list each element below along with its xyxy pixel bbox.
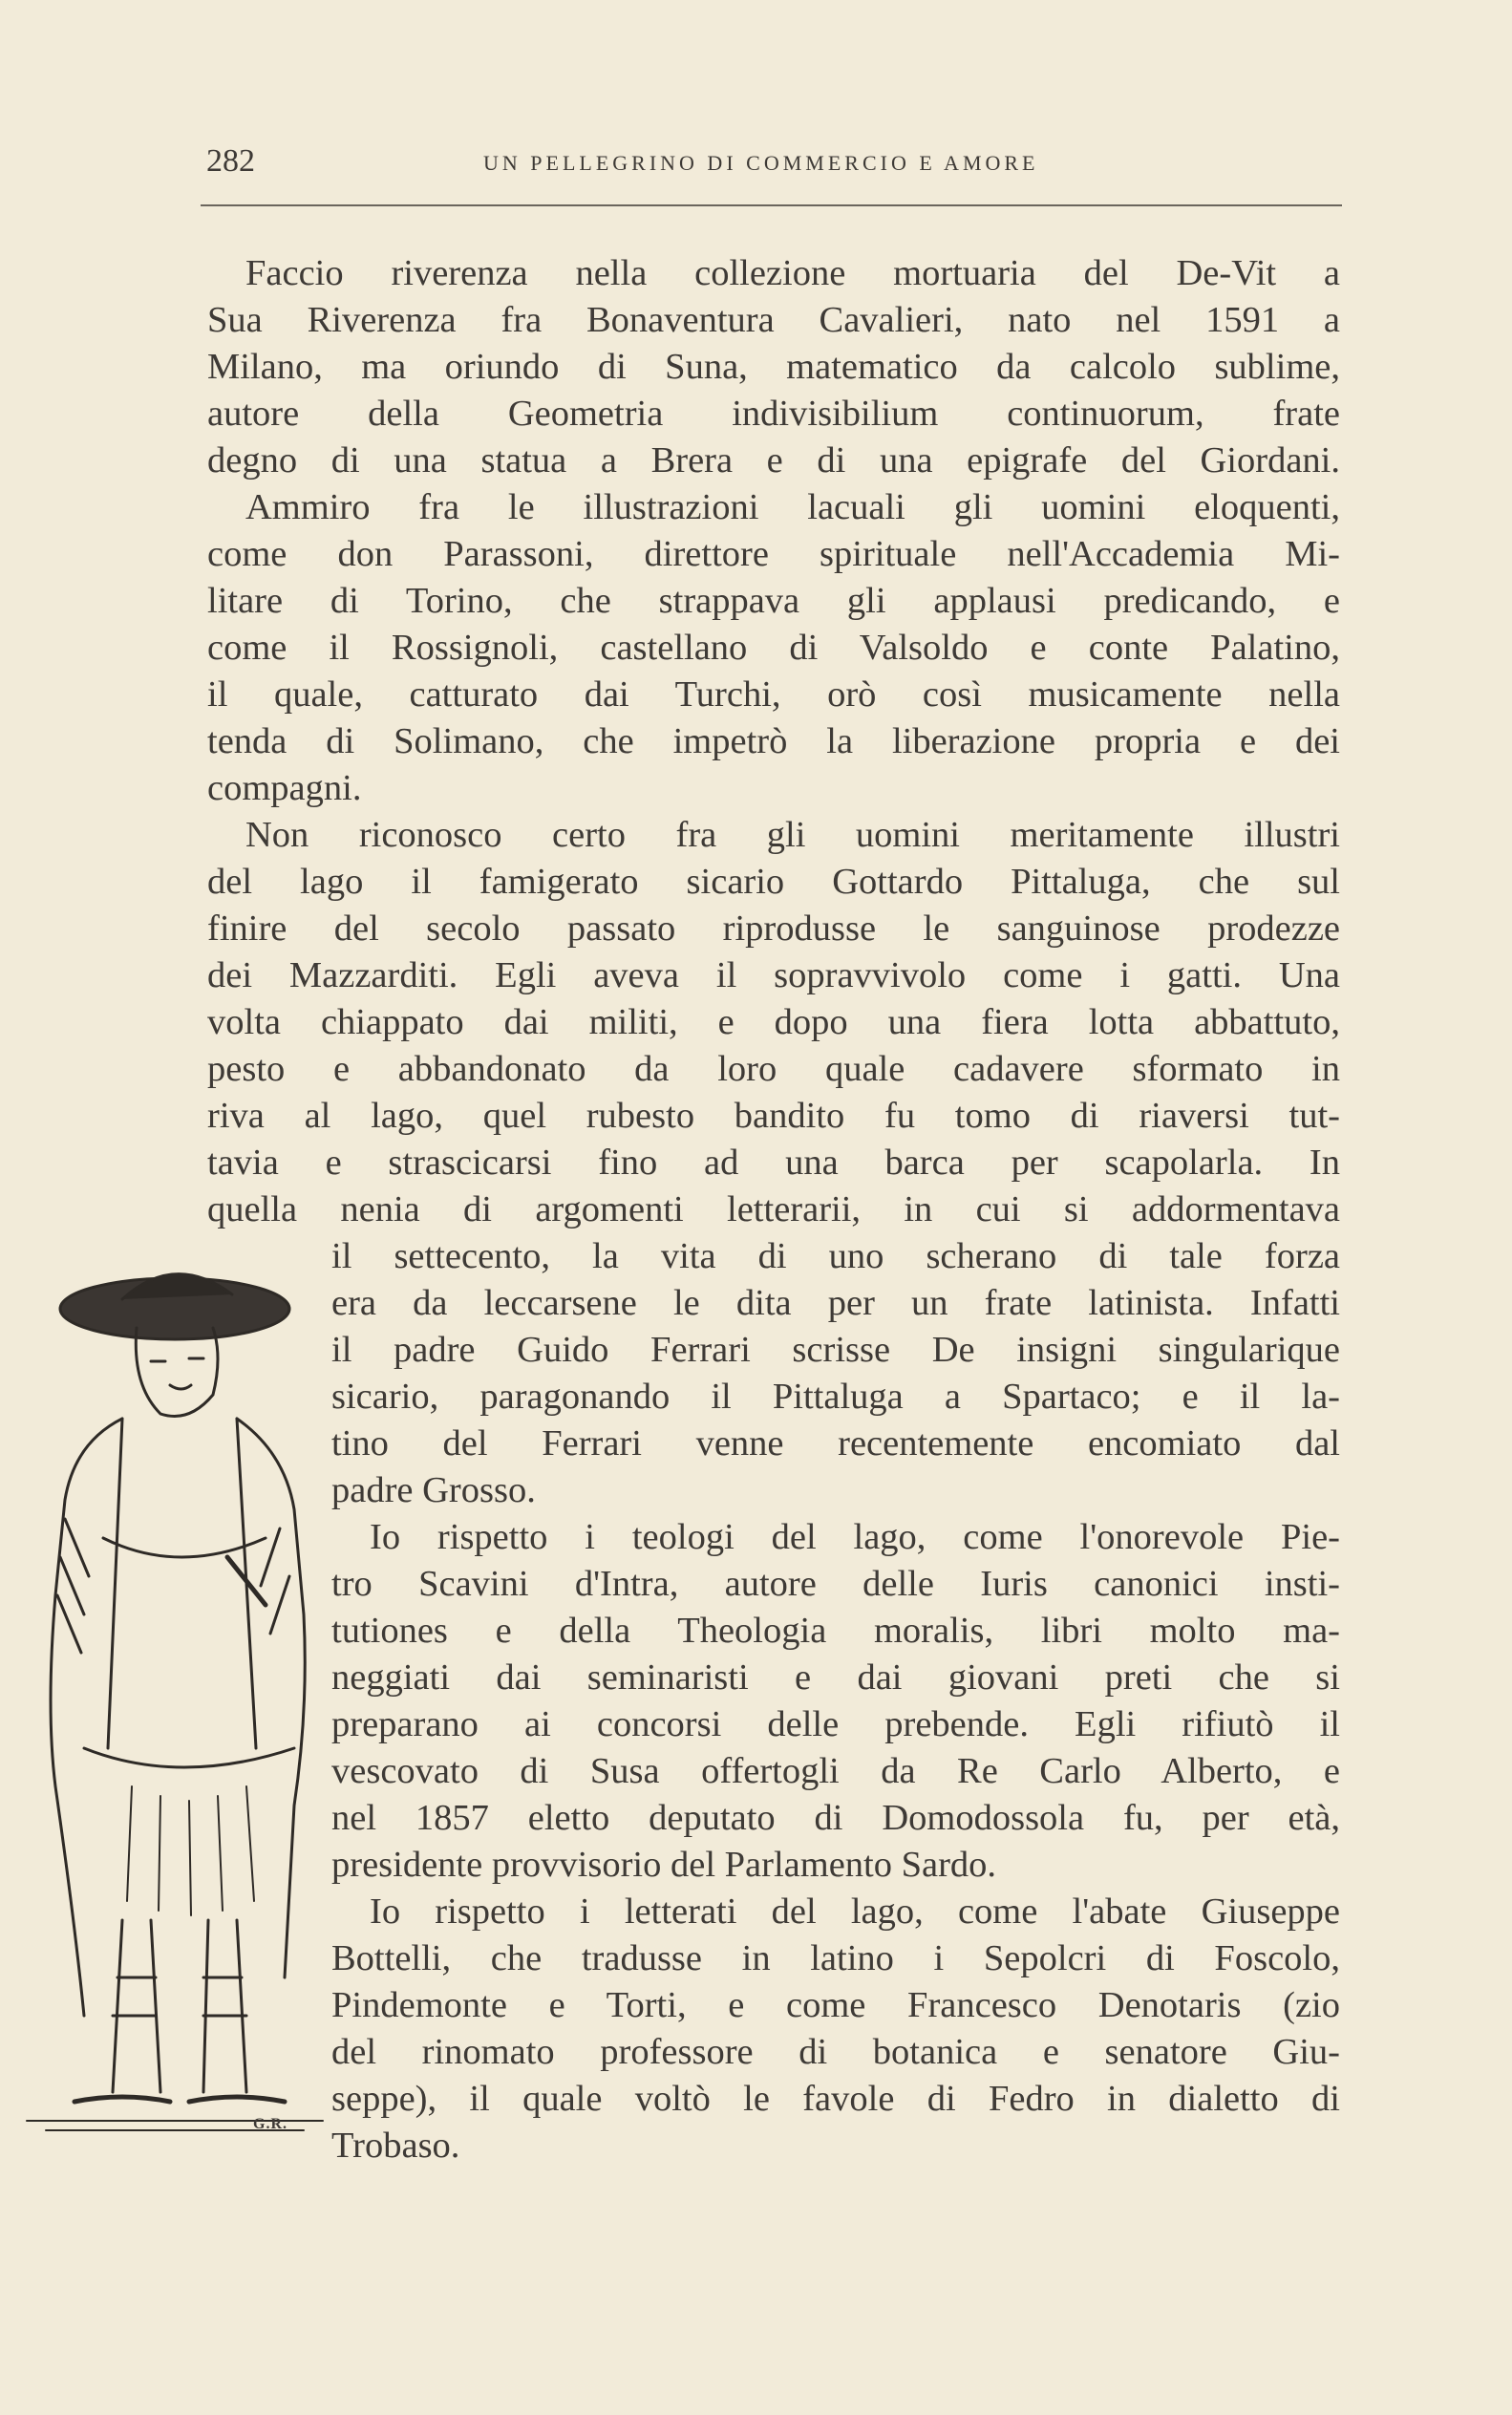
text-line: tavia e strascicarsi fino ad una barca per scapolarla. In	[207, 1143, 1340, 1183]
text-line: vescovato di Susa offertogli da Re Carlo Alberto, e	[331, 1751, 1340, 1791]
running-title: UN PELLEGRINO DI COMMERCIO E AMORE	[483, 151, 1039, 175]
text-line: tino del Ferrari venne recentemente encomiato dal	[331, 1423, 1340, 1464]
text-line: Bottelli, che tradusse in latino i Sepolcri di Foscolo,	[331, 1938, 1340, 1978]
text-line: volta chiappato dai militi, e dopo una fiera lotta abbattuto,	[207, 1002, 1340, 1042]
text-line: del lago il famigerato sicario Gottardo Pittaluga, che sul	[207, 862, 1340, 902]
text-line: Sua Riverenza fra Bonaventura Cavalieri, nato nel 1591 a	[207, 300, 1340, 340]
text-line: nel 1857 eletto deputato di Domodossola fu, per età,	[331, 1798, 1340, 1838]
text-line: il quale, catturato dai Turchi, orò così musicamente nella	[207, 674, 1340, 715]
page-number: 282	[206, 143, 255, 179]
text-line: seppe), il quale voltò le favole di Fedro in dialetto di	[331, 2079, 1340, 2119]
text-line: Io rispetto i teologi del lago, come l'onorevole Pie-	[370, 1517, 1340, 1557]
text-line: pesto e abbandonato da loro quale cadavere sformato in	[207, 1049, 1340, 1089]
text-line: quella nenia di argomenti letterarii, in cui si addormentava	[207, 1189, 1340, 1229]
text-line: era da leccarsene le dita per un frate latinista. Infatti	[331, 1283, 1340, 1323]
header-rule	[201, 204, 1342, 206]
page-header	[206, 143, 1339, 185]
text-line: Io rispetto i letterati del lago, come l'abate Giuseppe	[370, 1891, 1340, 1932]
text-line: tutiones e della Theologia moralis, libri molto ma-	[331, 1611, 1340, 1651]
body-text	[207, 250, 1340, 2169]
text-line: Ammiro fra le illustrazioni lacuali gli uomini eloquenti,	[245, 487, 1340, 527]
illustration-signature: G.R.	[253, 2116, 287, 2132]
text-line: dei Mazzarditi. Egli aveva il sopravvivolo come i gatti. Una	[207, 955, 1340, 995]
text-line: tenda di Solimano, che impetrò la liberazione propria e dei	[207, 721, 1340, 761]
bandit-figure-icon	[17, 1251, 332, 2149]
text-line: autore della Geometria indivisibilium continuorum, frate	[207, 394, 1340, 434]
text-line: tro Scavini d'Intra, autore delle Iuris canonici insti-	[331, 1564, 1340, 1604]
text-line: sicario, paragonando il Pittaluga a Spartaco; e il la-	[331, 1377, 1340, 1417]
text-line: del rinomato professore di botanica e senatore Giu-	[331, 2032, 1340, 2072]
text-line: finire del secolo passato riprodusse le sanguinose prodezze	[207, 908, 1340, 949]
text-line: il settecento, la vita di uno scherano di tale forza	[331, 1236, 1340, 1276]
text-line: preparano ai concorsi delle prebende. Egli rifiutò il	[331, 1704, 1340, 1744]
text-line: degno di una statua a Brera e di una epigrafe del Giordani.	[207, 440, 1340, 481]
text-line: compagni.	[207, 768, 362, 808]
text-line: Milano, ma oriundo di Suna, matematico da calcolo sublime,	[207, 347, 1340, 387]
text-line: Trobaso.	[331, 2126, 460, 2166]
text-line: riva al lago, quel rubesto bandito fu tomo di riaversi tut-	[207, 1096, 1340, 1136]
bandit-illustration	[17, 1251, 332, 2149]
text-line: Pindemonte e Torti, e come Francesco Denotaris (zio	[331, 1985, 1340, 2025]
text-line: neggiati dai seminaristi e dai giovani preti che si	[331, 1657, 1340, 1698]
text-line: il padre Guido Ferrari scrisse De insigni singularique	[331, 1330, 1340, 1370]
text-line: litare di Torino, che strappava gli applausi predicando, e	[207, 581, 1340, 621]
text-line: come don Parassoni, direttore spirituale nell'Accademia Mi-	[207, 534, 1340, 574]
text-line: Faccio riverenza nella collezione mortuaria del De-Vit a	[245, 253, 1340, 293]
text-line: come il Rossignoli, castellano di Valsoldo e conte Palatino,	[207, 628, 1340, 668]
text-line: padre Grosso.	[331, 1470, 536, 1510]
text-line: Non riconosco certo fra gli uomini meritamente illustri	[245, 815, 1340, 855]
text-line: presidente provvisorio del Parlamento Sardo.	[331, 1845, 997, 1885]
